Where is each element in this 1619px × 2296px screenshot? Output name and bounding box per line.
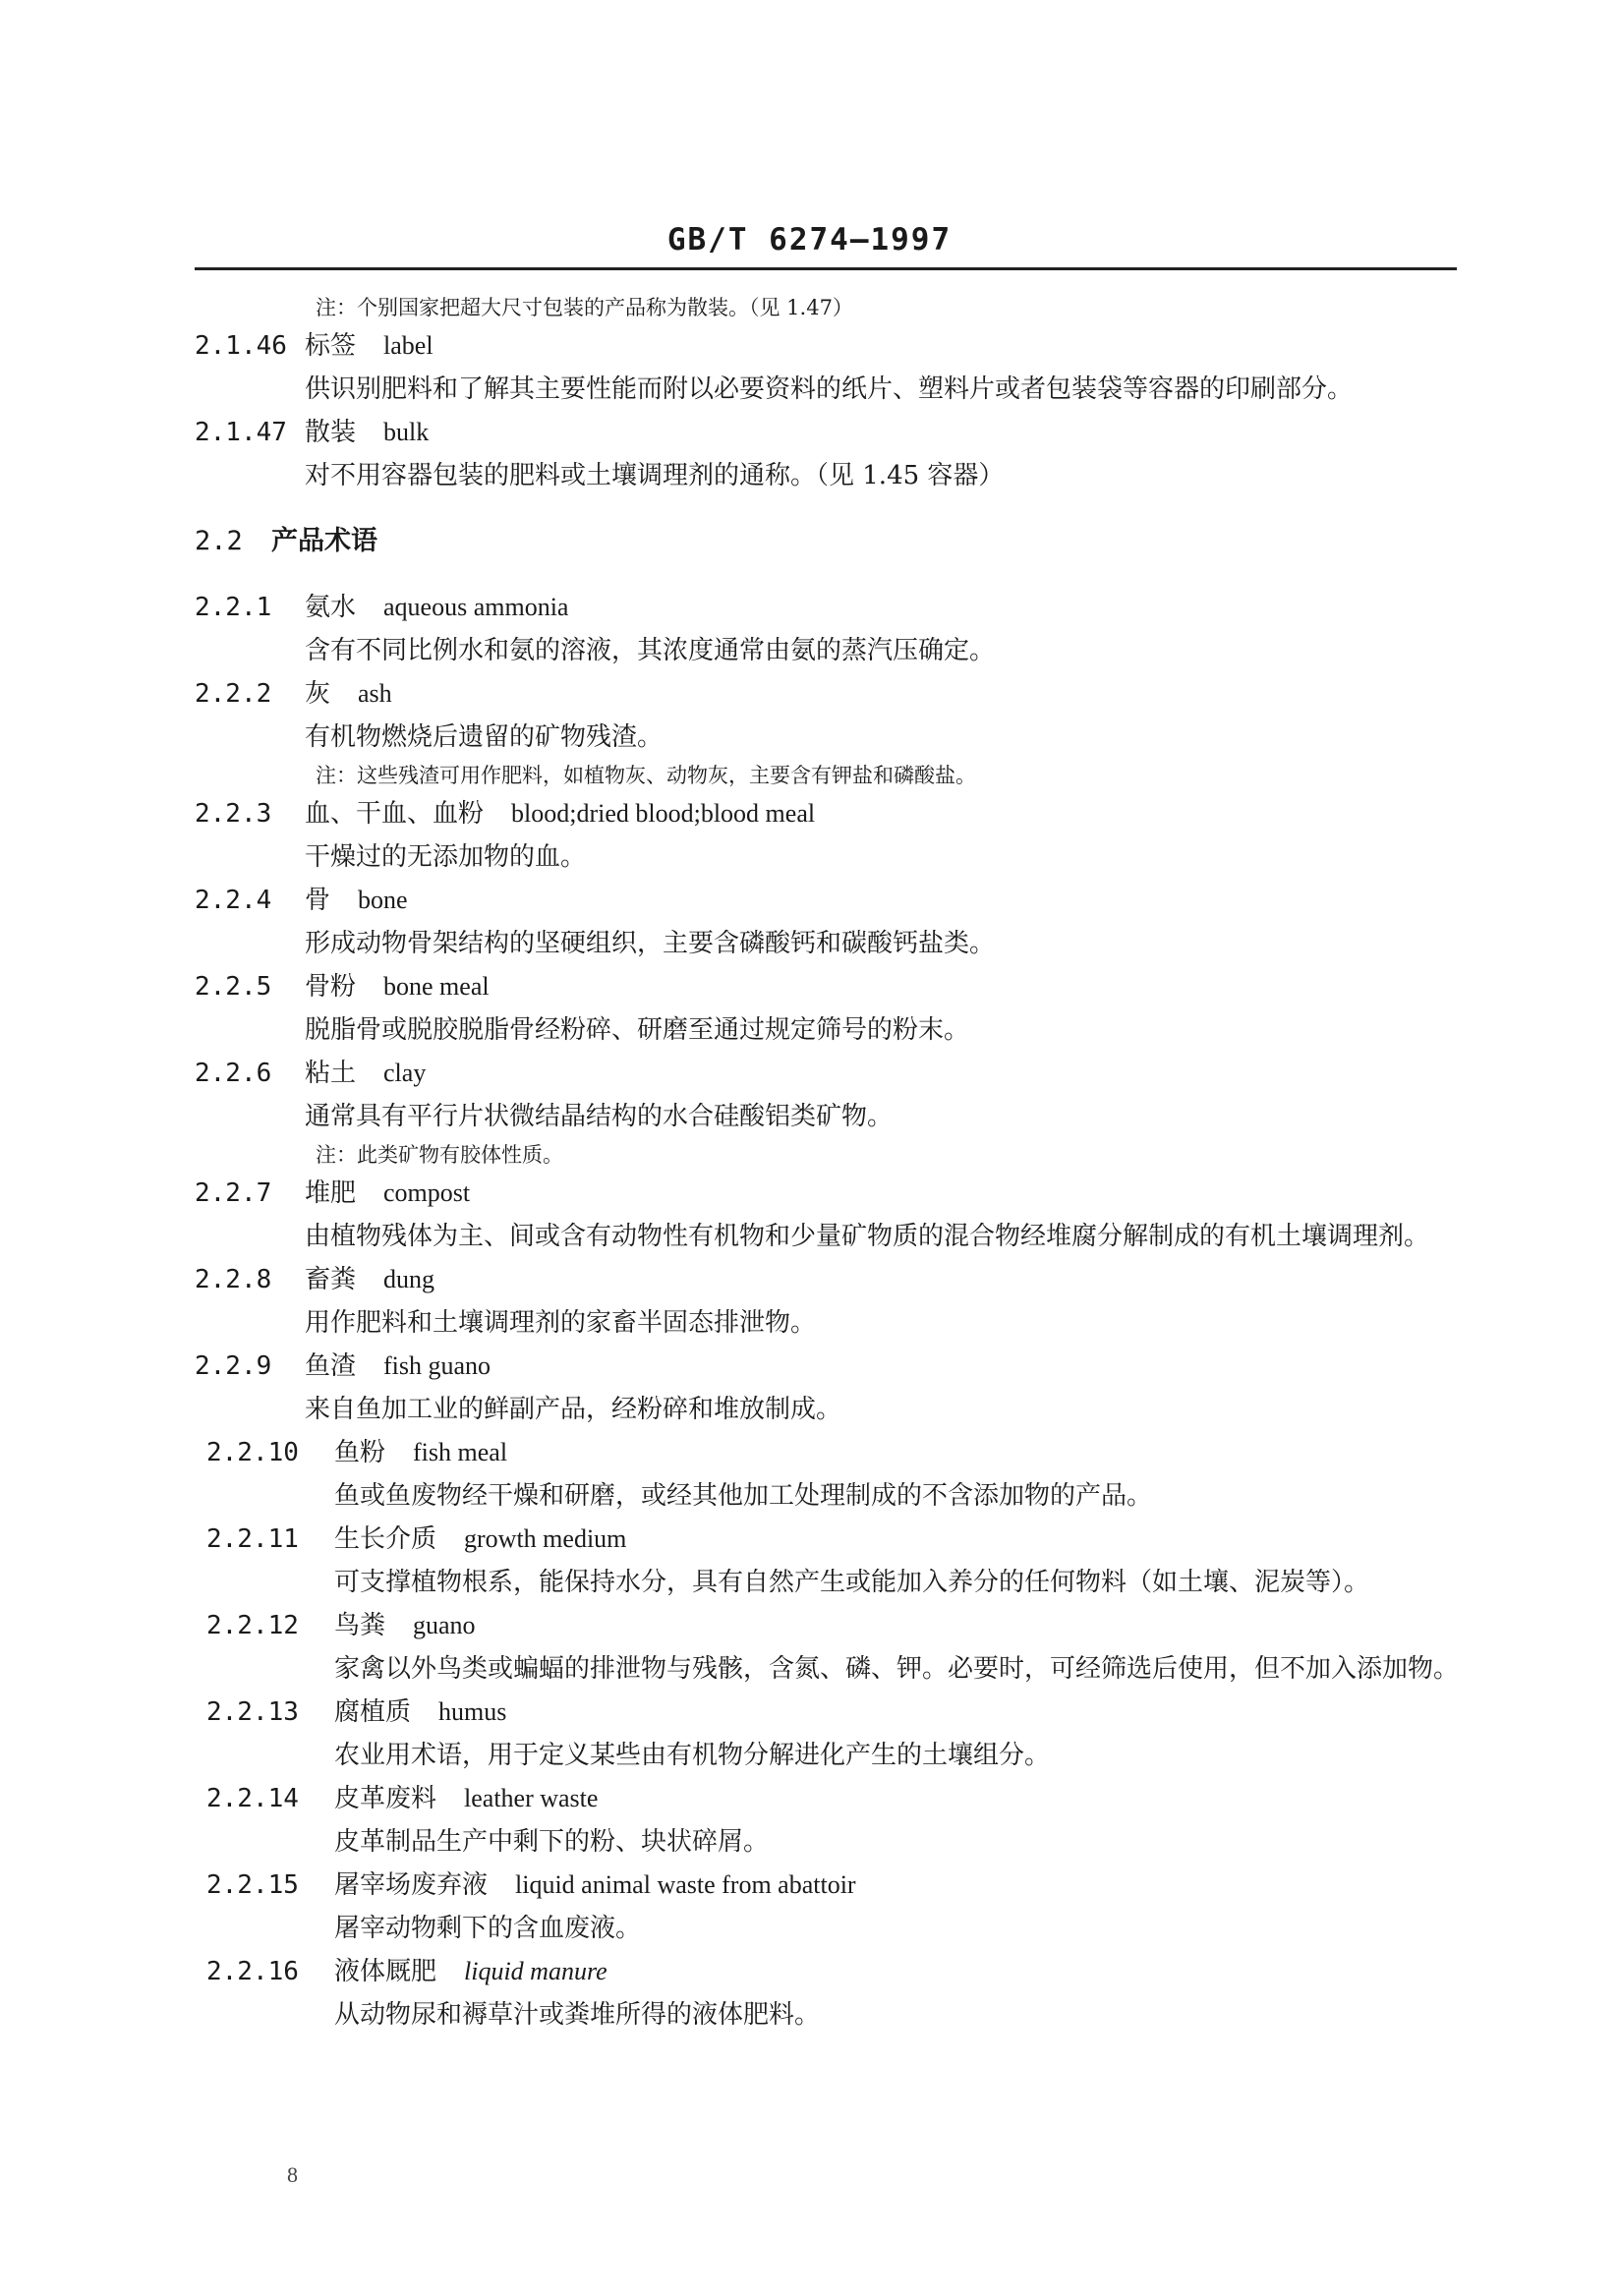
term-chinese: 骨粉 xyxy=(305,972,357,1002)
term-english: fish meal xyxy=(413,1438,508,1466)
term-chinese: 灰 xyxy=(305,679,331,709)
term-note: 注：此类矿物有胶体性质。 xyxy=(316,1143,563,1167)
term-definition: 屠宰动物剩下的含血废液。 xyxy=(334,1914,642,1943)
term-number: 2.2.13 xyxy=(206,1697,299,1727)
top-note: 注：个别国家把超大尺寸包装的产品称为散装。（见 1.47） xyxy=(316,296,853,319)
term-english: fish guano xyxy=(383,1351,491,1380)
header-rule xyxy=(195,267,1457,270)
term-english: dung xyxy=(383,1265,435,1293)
term-number: 2.2.12 xyxy=(206,1611,299,1640)
term-heading xyxy=(195,792,1473,835)
term-entry xyxy=(195,1950,1473,2037)
term-chinese: 标签 xyxy=(305,331,357,361)
term-entry xyxy=(195,411,1473,497)
term-entry xyxy=(195,672,1473,792)
term-number: 2.2.4 xyxy=(195,886,272,915)
term-number: 2.2.9 xyxy=(195,1351,272,1381)
term-heading xyxy=(195,965,1473,1008)
term-entry xyxy=(195,1431,1473,1518)
term-english: liquid animal waste from abattoir xyxy=(515,1870,856,1899)
term-entry xyxy=(195,792,1473,879)
term-definition: 脱脂骨或脱胶脱脂骨经粉碎、研磨至通过规定筛号的粉末。 xyxy=(305,1015,970,1045)
term-heading xyxy=(195,1258,1473,1301)
term-definition: 可支撑植物根系，能保持水分，具有自然产生或能加入养分的任何物料（如土壤、泥炭等）。 xyxy=(334,1568,1370,1597)
term-heading xyxy=(195,879,1473,922)
term-entry xyxy=(195,1604,1473,1691)
term-number: 2.2.3 xyxy=(195,799,272,829)
term-english: bulk xyxy=(383,418,430,446)
term-chinese: 鱼粉 xyxy=(334,1438,386,1467)
term-heading xyxy=(195,1950,1473,1993)
term-heading xyxy=(195,586,1473,629)
term-entry xyxy=(195,965,1473,1052)
term-definition: 对不用容器包装的肥料或土壤调理剂的通称。（见 1.45 容器） xyxy=(305,461,1005,490)
term-heading xyxy=(195,1864,1473,1907)
term-entry xyxy=(195,1345,1473,1431)
term-entry xyxy=(195,1172,1473,1258)
term-entry xyxy=(195,1864,1473,1950)
term-heading xyxy=(195,672,1473,716)
term-english: guano xyxy=(413,1611,476,1639)
term-number: 2.2.15 xyxy=(206,1870,299,1900)
term-entry xyxy=(195,586,1473,672)
term-number: 2.2.11 xyxy=(206,1524,299,1554)
term-heading xyxy=(195,1052,1473,1095)
term-heading xyxy=(195,1604,1473,1647)
term-number: 2.2.14 xyxy=(206,1784,299,1813)
term-number: 2.2.16 xyxy=(206,1957,299,1986)
term-definition: 农业用术语，用于定义某些由有机物分解进化产生的土壤组分。 xyxy=(334,1741,1051,1770)
term-chinese: 鱼渣 xyxy=(305,1351,357,1381)
term-chinese: 生长介质 xyxy=(334,1524,437,1554)
entries-group-c xyxy=(195,1431,1473,2037)
term-definition: 皮革制品生产中剩下的粉、块状碎屑。 xyxy=(334,1827,770,1857)
term-heading xyxy=(195,1345,1473,1388)
term-number: 2.1.47 xyxy=(195,418,287,447)
term-entry xyxy=(195,324,1473,411)
term-chinese: 粘土 xyxy=(305,1059,357,1088)
term-chinese: 畜粪 xyxy=(305,1265,357,1294)
term-chinese: 腐植质 xyxy=(334,1697,412,1727)
term-entry xyxy=(195,1691,1473,1777)
term-entry xyxy=(195,879,1473,965)
term-heading xyxy=(195,1431,1473,1474)
section-number: 2.2 xyxy=(195,526,243,556)
term-english: label xyxy=(383,331,434,360)
term-heading xyxy=(195,324,1473,368)
term-definition: 用作肥料和土壤调理剂的家畜半固态排泄物。 xyxy=(305,1308,817,1338)
term-definition: 通常具有平行片状微结晶结构的水合硅酸铝类矿物。 xyxy=(305,1102,894,1131)
term-number: 2.2.10 xyxy=(206,1438,299,1467)
term-heading xyxy=(195,1691,1473,1734)
term-number: 2.2.6 xyxy=(195,1059,272,1088)
section-title: 产品术语 xyxy=(271,526,377,556)
entries-group-b xyxy=(195,586,1473,1431)
section-heading xyxy=(195,519,1473,564)
term-definition: 有机物燃烧后遗留的矿物残渣。 xyxy=(305,722,664,752)
term-english: growth medium xyxy=(464,1524,627,1553)
term-number: 2.2.1 xyxy=(195,593,272,622)
term-definition: 鱼或鱼废物经干燥和研磨，或经其他加工处理制成的不含添加物的产品。 xyxy=(334,1481,1153,1511)
term-definition: 从动物尿和褥草汁或粪堆所得的液体肥料。 xyxy=(334,2000,821,2030)
entries-group-a xyxy=(195,324,1473,497)
page-number: 8 xyxy=(287,2162,298,2187)
term-heading xyxy=(195,1777,1473,1820)
term-english: blood;dried blood;blood meal xyxy=(511,799,816,828)
term-number: 2.2.8 xyxy=(195,1265,272,1294)
standard-code: GB/T 6274—1997 xyxy=(666,222,953,258)
term-number: 2.2.7 xyxy=(195,1178,272,1208)
term-note: 注：这些残渣可用作肥料，如植物灰、动物灰，主要含有钾盐和磷酸盐。 xyxy=(316,764,976,787)
term-entry xyxy=(195,1518,1473,1604)
term-definition: 来自鱼加工业的鲜副产品，经粉碎和堆放制成。 xyxy=(305,1395,842,1424)
term-chinese: 氨水 xyxy=(305,593,357,622)
term-chinese: 骨 xyxy=(305,886,331,915)
term-heading xyxy=(195,411,1473,454)
term-definition: 含有不同比例水和氨的溶液，其浓度通常由氨的蒸汽压确定。 xyxy=(305,636,996,665)
term-entry xyxy=(195,1777,1473,1864)
term-english: leather waste xyxy=(464,1784,599,1812)
term-english: compost xyxy=(383,1178,471,1207)
term-definition: 家禽以外鸟类或蝙蝠的排泄物与残骸，含氮、磷、钾。必要时，可经筛选后使用，但不加入添加物。 xyxy=(334,1654,1460,1684)
term-english: ash xyxy=(358,679,392,708)
term-entry xyxy=(195,1258,1473,1345)
term-chinese: 散装 xyxy=(305,418,357,447)
term-english: humus xyxy=(438,1697,507,1726)
content xyxy=(195,291,1473,2037)
term-definition: 由植物残体为主、间或含有动物性有机物和少量矿物质的混合物经堆腐分解制成的有机土壤调理剂。 xyxy=(305,1222,1430,1251)
term-number: 2.2.2 xyxy=(195,679,272,709)
term-definition: 供识别肥料和了解其主要性能而附以必要资料的纸片、塑料片或者包装袋等容器的印刷部分。 xyxy=(305,374,1354,404)
term-chinese: 液体厩肥 xyxy=(334,1957,437,1986)
term-english: aqueous ammonia xyxy=(383,593,569,621)
term-definition: 干燥过的无添加物的血。 xyxy=(305,842,587,872)
term-number: 2.1.46 xyxy=(195,331,287,361)
term-number: 2.2.5 xyxy=(195,972,272,1002)
term-entry xyxy=(195,1052,1473,1172)
term-chinese: 屠宰场废弃液 xyxy=(334,1870,489,1900)
term-english: liquid manure xyxy=(464,1957,607,1985)
term-heading xyxy=(195,1172,1473,1215)
term-heading xyxy=(195,1518,1473,1561)
term-chinese: 鸟粪 xyxy=(334,1611,386,1640)
term-chinese: 皮革废料 xyxy=(334,1784,437,1813)
term-chinese: 堆肥 xyxy=(305,1178,357,1208)
term-chinese: 血、干血、血粉 xyxy=(305,799,485,829)
term-definition: 形成动物骨架结构的坚硬组织，主要含磷酸钙和碳酸钙盐类。 xyxy=(305,929,996,958)
term-english: clay xyxy=(383,1059,427,1087)
term-english: bone meal xyxy=(383,972,490,1001)
term-english: bone xyxy=(358,886,408,914)
